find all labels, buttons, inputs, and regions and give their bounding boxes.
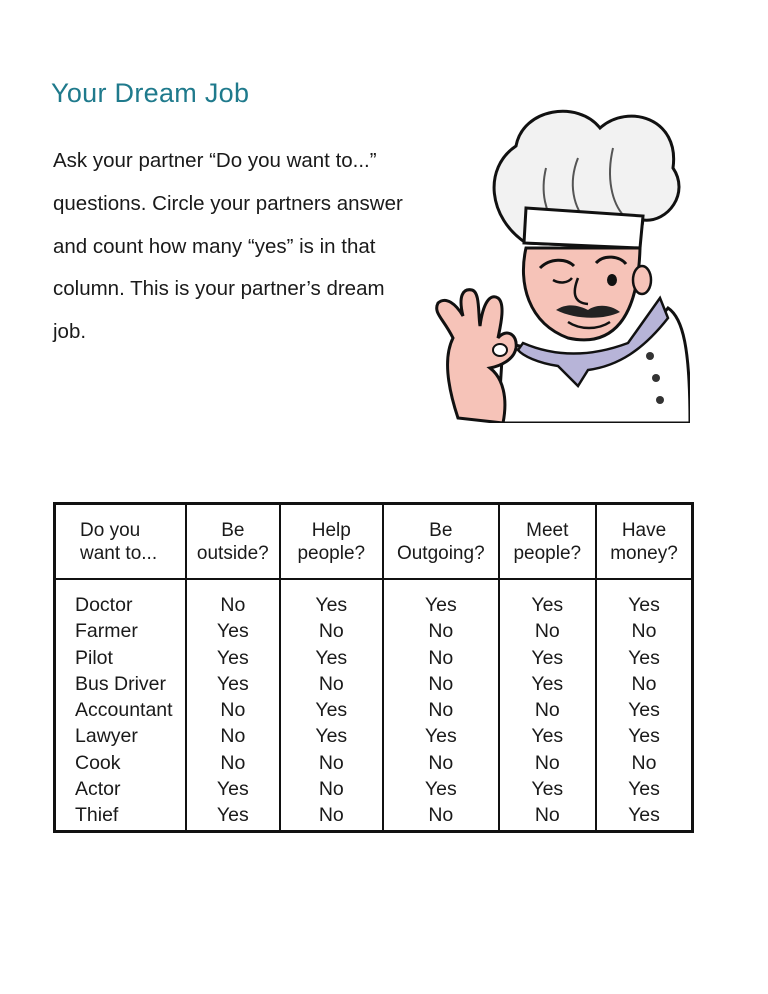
help-column [280,579,383,832]
answer-cell[interactable]: No [631,672,657,695]
job-cell[interactable]: Cook [75,751,121,774]
answer-cell[interactable]: Yes [424,778,457,801]
answer-cell[interactable]: No [318,620,344,643]
answer-cell[interactable]: No [534,620,560,643]
header-help-people: Help people? [280,504,383,580]
answer-cell[interactable]: Yes [424,594,457,616]
dream-job-table [53,502,694,833]
answer-cell[interactable]: No [220,725,246,748]
page-title: Your Dream Job [51,78,250,108]
answer-cell[interactable]: Yes [216,672,249,695]
job-cell[interactable]: Bus Driver [75,672,167,695]
job-cell[interactable]: Doctor [75,594,133,616]
answer-cell[interactable]: Yes [216,778,249,801]
table-header-row [55,504,693,580]
outside-column [186,579,279,832]
answer-cell[interactable]: No [318,672,344,695]
meet-column [499,579,596,832]
answer-cell[interactable]: No [318,778,344,801]
answer-cell[interactable]: Yes [216,646,249,669]
header-do-you-want-to: Do you want to... [55,504,187,580]
answer-cell[interactable]: No [631,751,657,774]
job-cell[interactable]: Lawyer [75,725,138,748]
answer-cell[interactable]: No [631,620,657,643]
answer-cell[interactable]: Yes [628,594,660,616]
money-column [596,579,692,832]
answer-cell[interactable]: No [428,646,454,669]
header-be-outside: Be outside? [186,504,279,580]
answer-cell[interactable]: Yes [628,646,660,669]
answer-cell[interactable]: No [534,699,560,722]
answer-cell[interactable]: Yes [315,725,348,748]
answer-cell[interactable]: No [534,804,560,827]
table-body-row [55,579,693,832]
job-cell[interactable]: Accountant [75,699,173,722]
answer-cell[interactable]: Yes [531,646,564,669]
answer-cell[interactable]: No [220,699,246,722]
instructions-text: Ask your partner “Do you want to...” questions. Circle your partners answer and count how many “yes” is in that column. This is your partner’s dream job. [53,149,403,344]
answer-cell[interactable]: No [318,804,344,827]
answer-cell[interactable]: Yes [424,725,457,748]
header-be-outgoing: Be Outgoing? [383,504,499,580]
header-meet-people: Meet people? [499,504,596,580]
answer-cell[interactable]: Yes [628,699,660,722]
outgoing-column [383,579,499,832]
answer-cell[interactable]: No [534,751,560,774]
answer-cell[interactable]: No [220,594,246,616]
job-cell[interactable]: Pilot [75,646,113,669]
job-cell[interactable]: Thief [75,804,119,827]
answer-cell[interactable]: No [428,672,454,695]
answer-cell[interactable]: Yes [531,778,564,801]
job-cell[interactable]: Actor [75,778,121,801]
answer-cell[interactable]: Yes [531,725,564,748]
job-cell[interactable]: Farmer [75,620,138,643]
chef-icon [428,98,690,423]
answer-cell[interactable]: Yes [628,778,660,801]
answer-cell[interactable]: No [318,751,344,774]
answer-cell[interactable]: Yes [315,646,348,669]
answer-cell[interactable]: Yes [216,804,249,827]
answer-cell[interactable]: No [428,620,454,643]
answer-cell[interactable]: No [428,804,454,827]
answer-cell[interactable]: No [220,751,246,774]
answer-cell[interactable]: Yes [531,594,564,616]
jobs-column [55,579,187,832]
answer-cell[interactable]: Yes [531,672,564,695]
answer-cell[interactable]: Yes [315,594,348,616]
answer-cell[interactable]: Yes [315,699,348,722]
header-have-money: Have money? [596,504,692,580]
answer-cell[interactable]: Yes [216,620,249,643]
answer-cell[interactable]: No [428,699,454,722]
answer-cell[interactable]: Yes [628,725,660,748]
answer-cell[interactable]: Yes [628,804,660,827]
answer-cell[interactable]: No [428,751,454,774]
